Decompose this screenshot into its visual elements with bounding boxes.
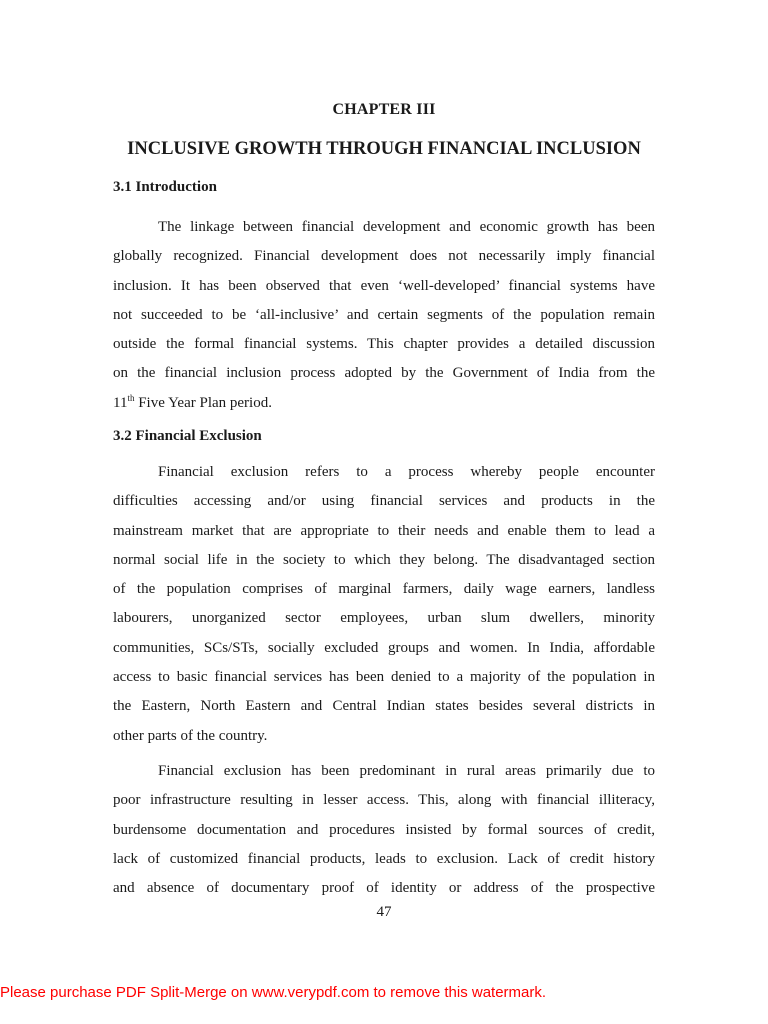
financial-exclusion-paragraph-2 xyxy=(113,757,655,903)
page-number: 47 xyxy=(376,904,392,920)
paragraph-line: labourers, unorganized sector employees, urban slum dwellers, minority xyxy=(113,610,655,627)
paragraph-line xyxy=(113,389,655,418)
paragraph-line: Financial exclusion refers to a process whereby people encounter xyxy=(158,464,655,480)
ordinal-suffix: th xyxy=(127,392,135,403)
financial-exclusion-paragraph-1 xyxy=(113,458,655,751)
section-heading-financial-exclusion: 3.2 Financial Exclusion xyxy=(113,428,262,444)
paragraph-line: difficulties accessing and/or using financial services and products in the xyxy=(113,493,655,510)
introduction-paragraph xyxy=(113,213,655,418)
paragraph-line: access to basic financial services has been denied to a majority of the population in xyxy=(113,669,655,686)
chapter-label: CHAPTER III xyxy=(332,101,436,118)
paragraph-line: mainstream market that are appropriate to their needs and enable them to lead a xyxy=(113,522,655,539)
chapter-title: INCLUSIVE GROWTH THROUGH FINANCIAL INCLUSION xyxy=(127,139,641,159)
section-heading-introduction: 3.1 Introduction xyxy=(113,179,217,195)
paragraph-line: burdensome documentation and procedures insisted by formal sources of credit, xyxy=(113,821,655,838)
paragraph-line: on the financial inclusion process adopted by the Government of India from the xyxy=(113,365,655,382)
paragraph-line: of the population comprises of marginal farmers, daily wage earners, landless xyxy=(113,581,655,598)
paragraph-line: The linkage between financial development and economic growth has been xyxy=(158,219,655,235)
plan-text: Five Year Plan period. xyxy=(134,394,272,411)
paragraph-line: inclusion. It has been observed that even ‘well-developed’ financial systems have xyxy=(113,277,655,294)
paragraph-line: and absence of documentary proof of identity or address of the prospective xyxy=(113,880,655,897)
paragraph-line: other parts of the country. xyxy=(113,727,268,744)
paragraph-line: Financial exclusion has been predominant in rural areas primarily due to xyxy=(158,763,655,779)
paragraph-line: lack of customized financial products, leads to exclusion. Lack of credit history xyxy=(113,850,655,867)
paragraph-line: globally recognized. Financial development does not necessarily imply financial xyxy=(113,248,655,265)
watermark-text: Please purchase PDF Split-Merge on www.verypdf.com to remove this watermark. xyxy=(0,984,547,1001)
paragraph-line: poor infrastructure resulting in lesser access. This, along with financial illiteracy, xyxy=(113,792,655,809)
paragraph-line: normal social life in the society to which they belong. The disadvantaged section xyxy=(113,551,655,568)
paragraph-line: outside the formal financial systems. This chapter provides a detailed discussion xyxy=(113,336,655,353)
paragraph-line: communities, SCs/STs, socially excluded groups and women. In India, affordable xyxy=(113,639,655,656)
plan-number: 11 xyxy=(113,394,128,411)
paragraph-line: not succeeded to be ‘all-inclusive’ and certain segments of the population remain xyxy=(113,306,655,323)
paragraph-line: the Eastern, North Eastern and Central Indian states besides several districts in xyxy=(113,698,655,715)
